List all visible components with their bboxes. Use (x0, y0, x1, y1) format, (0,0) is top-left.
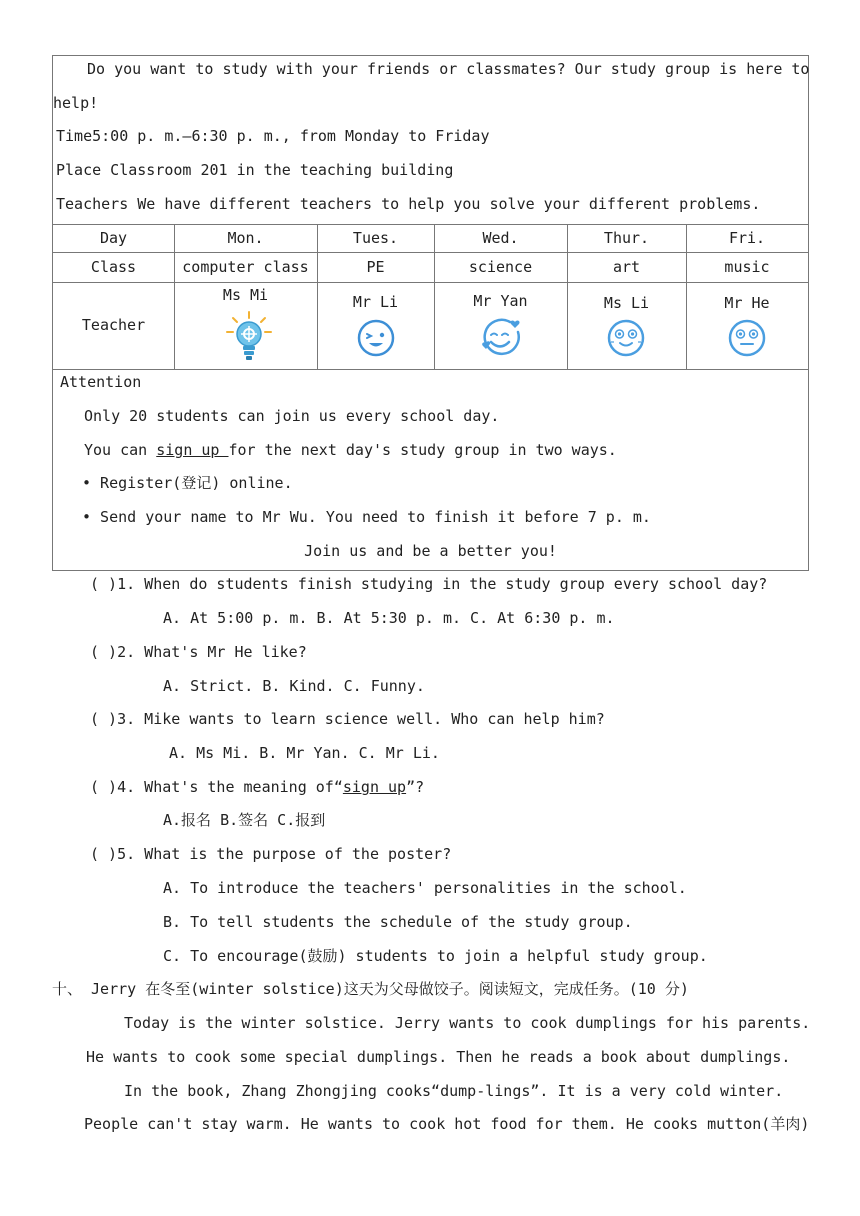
passage-p2-line2: People can't stay warm. He wants to cook hot food for them. He cooks mutton(羊肉) (84, 1115, 810, 1133)
bullet-register: • Register(登记) online. (82, 474, 293, 492)
class-wed: science (468, 258, 533, 276)
attention-title: Attention (60, 373, 142, 391)
row-header-day: Day (99, 229, 128, 247)
closing-line: Join us and be a better you! (304, 542, 557, 560)
question-5-option-a: A. To introduce the teachers' personalities in the school. (163, 879, 687, 897)
poster-place: Place Classroom 201 in the teaching building (56, 161, 454, 179)
question-3-options: A. Ms Mi. B. Mr Yan. C. Mr Li. (169, 744, 440, 762)
question-5-option-c: C. To encourage(鼓励) students to join a helpful study group. (163, 947, 708, 965)
day-mon: Mon. (227, 229, 264, 247)
section-10-heading: 十、 Jerry 在冬至(winter solstice)这天为父母做饺子。阅读短文，完成任务。(10 分) (52, 980, 689, 998)
study-group-poster (52, 55, 809, 571)
teacher-fri: Mr He (724, 294, 770, 312)
teacher-thur: Ms Li (603, 294, 650, 312)
question-1: ( )1. When do students finish studying in the study group every school day? (90, 575, 768, 593)
passage-p1-line1: Today is the winter solstice. Jerry wants to cook dumplings for his parents. (124, 1014, 811, 1032)
smiling-face-icon (605, 318, 647, 358)
lightbulb-icon (224, 310, 274, 366)
neutral-face-icon (726, 318, 768, 358)
sign-up-underlined: sign up (156, 441, 229, 459)
sign-up-quoted: sign up (342, 778, 407, 796)
question-3: ( )3. Mike wants to learn science well. Who can help him? (90, 710, 605, 728)
day-fri: Fri. (728, 229, 766, 247)
teacher-wed: Mr Yan (473, 292, 528, 310)
row-header-class: Class (90, 258, 137, 276)
poster-teachers: Teachers We have different teachers to help you solve your different problems. (56, 195, 761, 213)
class-thur: art (612, 258, 641, 276)
day-thur: Thur. (603, 229, 650, 247)
poster-intro-line2: help! (53, 94, 99, 112)
teacher-mon: Ms Mi (222, 286, 269, 304)
question-4-options: A.报名 B.签名 C.报到 (163, 811, 326, 829)
question-1-options: A. At 5:00 p. m. B. At 5:30 p. m. C. At 6:30 p. m. (163, 609, 615, 627)
class-fri: music (724, 258, 770, 276)
question-2-options: A. Strict. B. Kind. C. Funny. (163, 677, 425, 695)
class-tues: PE (366, 258, 385, 276)
attention-line1: Only 20 students can join us every school day. (84, 407, 500, 425)
heart-smile-face-icon (480, 318, 524, 360)
question-5: ( )5. What is the purpose of the poster? (90, 845, 452, 863)
question-2: ( )2. What's Mr He like? (90, 643, 307, 661)
day-tues: Tues. (352, 229, 399, 247)
question-4: ( )4. What's the meaning of“sign up”? (90, 778, 425, 796)
winking-face-icon (356, 318, 396, 358)
class-mon: computer class (182, 258, 309, 276)
bullet-send-name: • Send your name to Mr Wu. You need to finish it before 7 p. m. (82, 508, 651, 526)
passage-p2-line1: In the book, Zhang Zhongjing cooks“dump-lings”. It is a very cold winter. (124, 1082, 784, 1100)
poster-intro-line1: Do you want to study with your friends or classmates? Our study group is here to (87, 60, 810, 78)
poster-time: Time5:00 p. m.—6:30 p. m., from Monday to Friday (56, 127, 490, 145)
signup-line: You can sign up for the next day's study group in two ways. (84, 441, 617, 459)
question-5-option-b: B. To tell students the schedule of the study group. (163, 913, 633, 931)
day-wed: Wed. (482, 229, 519, 247)
passage-p1-line2: He wants to cook some special dumplings. Then he reads a book about dumplings. (86, 1048, 791, 1066)
row-header-teacher: Teacher (81, 316, 146, 334)
teacher-tues: Mr Li (352, 293, 399, 311)
